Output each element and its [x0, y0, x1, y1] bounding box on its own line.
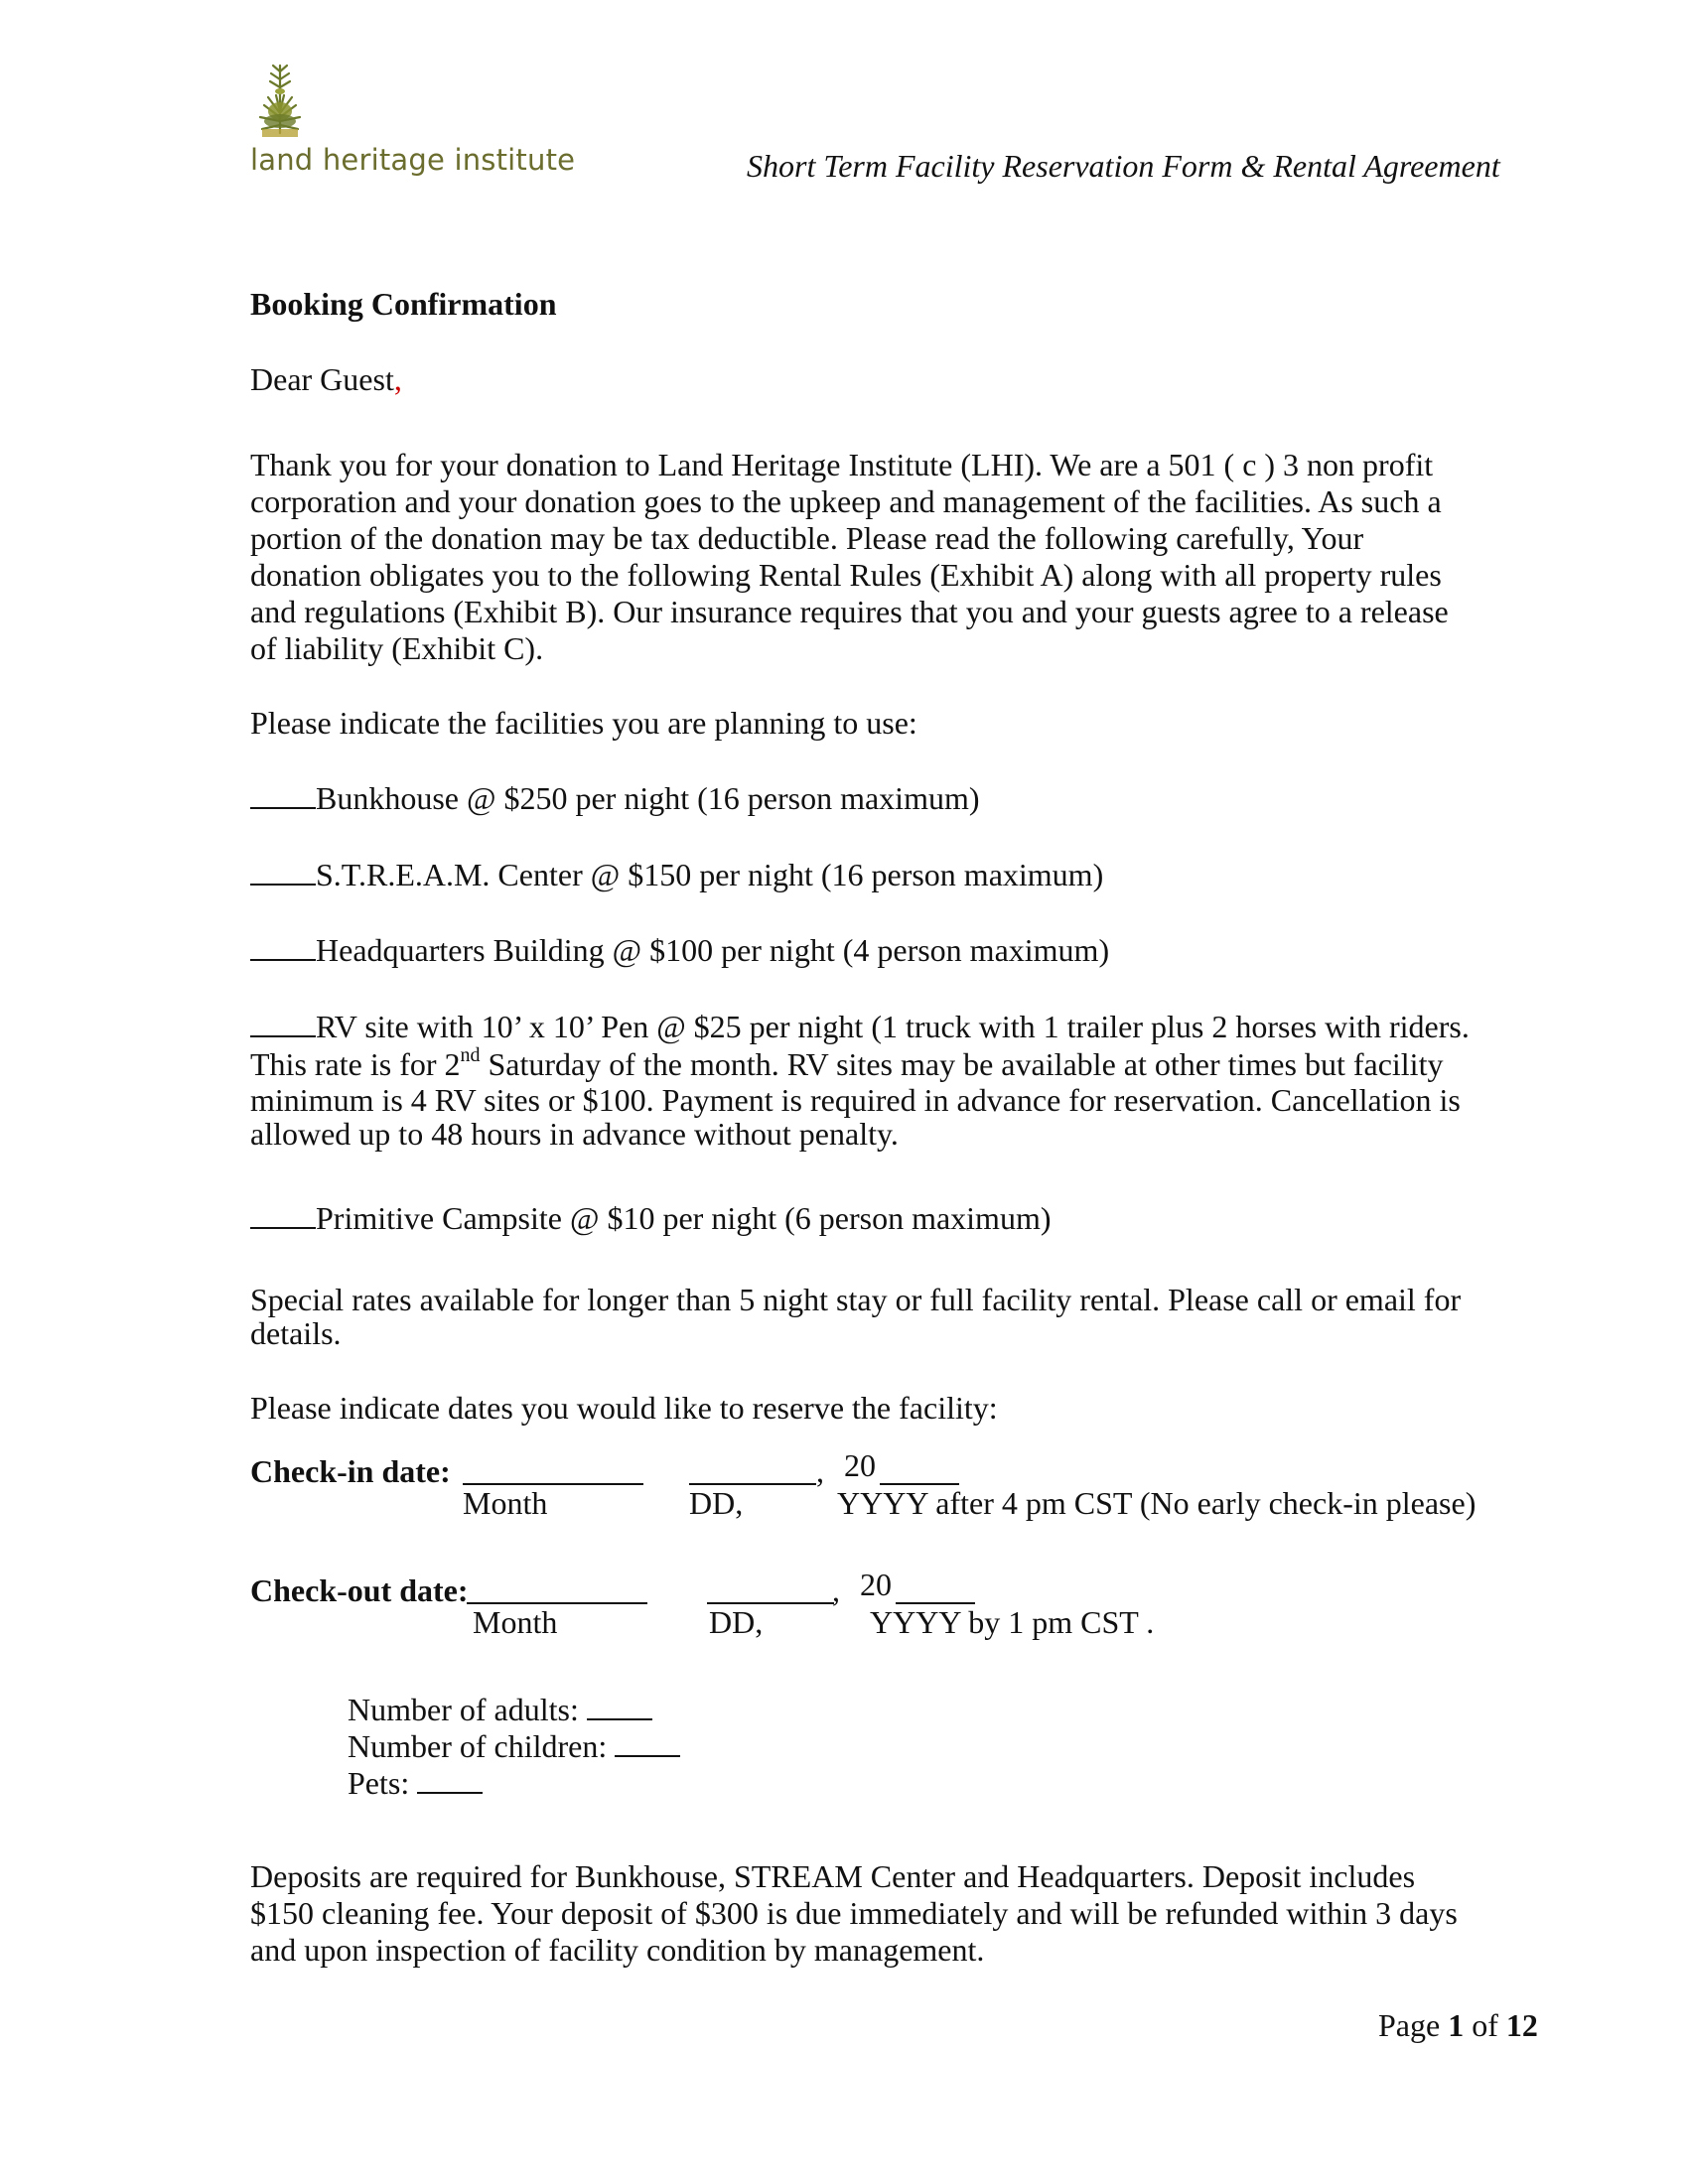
rv-detail-text: This rate is for 2 [250, 1046, 461, 1082]
salutation [250, 361, 402, 398]
guest-counts [348, 1692, 680, 1802]
stream-checkbox-blank[interactable] [250, 858, 316, 886]
checkin-day-caption: DD, [689, 1485, 744, 1521]
page-current: 1 [1448, 2007, 1465, 2043]
checkin-year-prefix: 20 [844, 1447, 876, 1483]
page-total: 12 [1505, 2007, 1538, 2043]
page-number [1378, 2007, 1538, 2044]
facility-option-headquarters [250, 932, 1109, 969]
deposit-line: $150 cleaning fee. Your deposit of $300 is due immediately and will be refunded within 3 days [250, 1895, 1458, 1931]
dates-prompt: Please indicate dates you would like to reserve the facility: [250, 1390, 998, 1426]
salutation-text: Dear Guest [250, 361, 394, 397]
checkout-year-caption: YYYY by 1 pm CST . [870, 1604, 1155, 1640]
rv-site-details: minimum is 4 RV sites or $100. Payment is required in advance for reservation. Cancellation is [250, 1082, 1461, 1118]
children-field[interactable] [615, 1729, 680, 1757]
checkout-comma: , [832, 1572, 840, 1608]
intro-line: donation obligates you to the following Rental Rules (Exhibit A) along with all property rules [250, 557, 1442, 593]
headquarters-checkbox-blank[interactable] [250, 933, 316, 961]
intro-line: of liability (Exhibit C). [250, 630, 544, 666]
deposit-line: and upon inspection of facility condition by management. [250, 1932, 985, 1968]
facilities-prompt: Please indicate the facilities you are planning to use: [250, 705, 917, 741]
children-label: Number of children: [348, 1728, 608, 1764]
checkout-year-prefix: 20 [860, 1567, 892, 1602]
facility-option-stream [250, 857, 1103, 893]
ordinal-suffix: nd [460, 1044, 481, 1066]
special-rates-text: details. [250, 1315, 342, 1351]
checkin-label: Check-in date: [250, 1453, 451, 1489]
intro-line: portion of the donation may be tax deductible. Please read the following carefully, Your [250, 520, 1364, 556]
adults-field[interactable] [587, 1693, 652, 1720]
salutation-comma: , [393, 361, 402, 397]
rv-detail-text: Saturday of the month. RV sites may be available at other times but facility [480, 1046, 1444, 1082]
facility-option-rv-site [250, 1009, 1470, 1045]
pets-label: Pets: [348, 1765, 410, 1801]
facility-option-label: Primitive Campsite @ $10 per night (6 person maximum) [316, 1200, 1052, 1236]
checkout-day-caption: DD, [709, 1604, 764, 1640]
rv-site-details [250, 1046, 1443, 1083]
checkout-label: Check-out date: [250, 1572, 469, 1608]
facility-option-label: S.T.R.E.A.M. Center @ $150 per night (16 person maximum) [316, 857, 1104, 892]
facility-option-bunkhouse [250, 780, 980, 817]
special-rates-text: Special rates available for longer than 5 night stay or full facility rental. Please call or email for [250, 1282, 1462, 1317]
page-of: of [1472, 2007, 1498, 2043]
intro-line: and regulations (Exhibit B). Our insurance requires that you and your guests agree to a release [250, 594, 1449, 629]
document-header-title: Short Term Facility Reservation Form & Rental Agreement [747, 148, 1500, 184]
facility-option-label: RV site with 10’ x 10’ Pen @ $25 per night (1 truck with 1 trailer plus 2 horses with riders. [316, 1009, 1470, 1044]
pets-field[interactable] [417, 1766, 483, 1794]
facility-option-primitive-campsite [250, 1200, 1051, 1237]
booking-confirmation-heading: Booking Confirmation [250, 286, 557, 322]
rv-site-checkbox-blank[interactable] [250, 1010, 316, 1037]
intro-line: Thank you for your donation to Land Heritage Institute (LHI). We are a 501 ( c ) 3 non profit [250, 447, 1434, 482]
checkout-month-caption: Month [473, 1604, 558, 1640]
adults-label: Number of adults: [348, 1692, 579, 1727]
logo-text: land heritage institute [250, 143, 576, 177]
checkin-year-caption: YYYY after 4 pm CST (No early check-in please) [837, 1485, 1477, 1521]
bunkhouse-checkbox-blank[interactable] [250, 781, 316, 809]
intro-line: corporation and your donation goes to the upkeep and management of the facilities. As such a [250, 483, 1442, 519]
pets-row [348, 1765, 680, 1802]
intro-paragraph [250, 447, 1541, 667]
adults-row [348, 1692, 680, 1728]
children-row [348, 1728, 680, 1765]
page-prefix: Page [1378, 2007, 1441, 2043]
checkin-comma: , [816, 1453, 824, 1489]
rv-site-details: allowed up to 48 hours in advance without penalty. [250, 1116, 899, 1152]
deposit-paragraph [250, 1858, 1541, 1969]
facility-option-label: Headquarters Building @ $100 per night (4 person maximum) [316, 932, 1110, 968]
deposit-line: Deposits are required for Bunkhouse, STREAM Center and Headquarters. Deposit includes [250, 1858, 1416, 1894]
checkin-month-caption: Month [463, 1485, 548, 1521]
campsite-checkbox-blank[interactable] [250, 1201, 316, 1229]
facility-option-label: Bunkhouse @ $250 per night (16 person maximum) [316, 780, 980, 816]
